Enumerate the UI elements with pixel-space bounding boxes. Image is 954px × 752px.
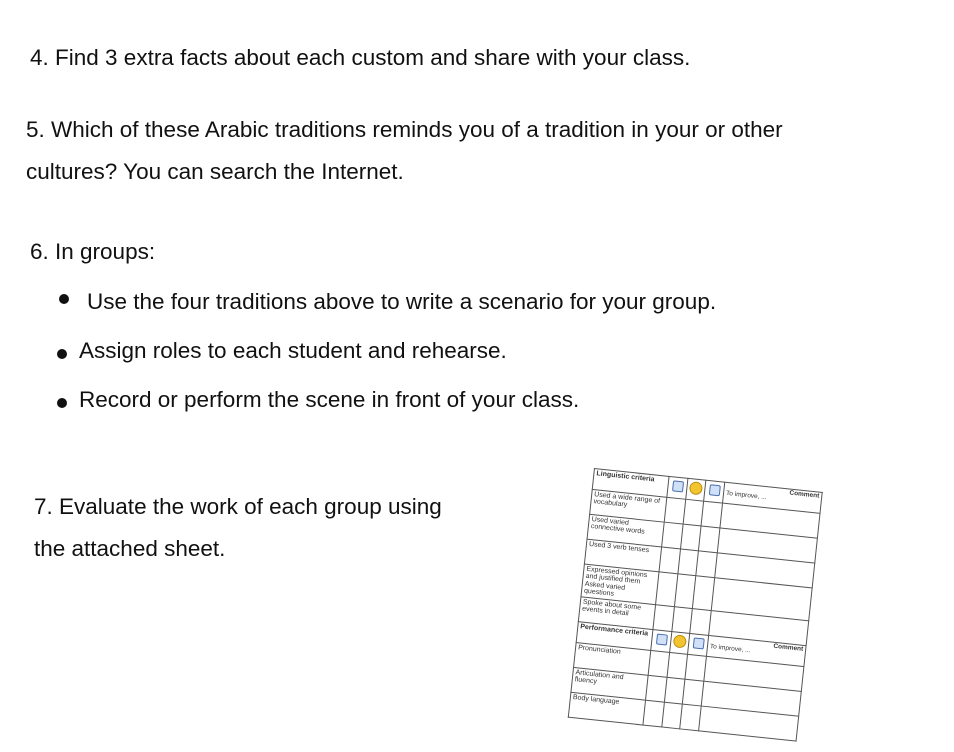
question-5-line-2: cultures? You can search the Internet. — [26, 159, 404, 184]
neutral-face-icon — [689, 481, 703, 495]
comment-header: Comment — [789, 489, 820, 500]
bullet-dot — [59, 294, 69, 304]
comment-subheader: To improve, ... — [725, 489, 768, 502]
question-4: 4. Find 3 extra facts about each custom and share with your class. — [30, 45, 691, 70]
neutral-face-icon — [673, 634, 687, 648]
question-6-bullet-2: Assign roles to each student and rehearse. — [79, 338, 507, 363]
comment-header: Comment — [773, 642, 804, 653]
question-7-line-2: the attached sheet. — [34, 536, 226, 561]
comment-subheader: To improve, ... — [709, 642, 751, 655]
bullet-dot — [57, 349, 67, 359]
thumbs-down-icon — [692, 637, 704, 649]
thumbs-up-icon — [655, 633, 667, 645]
criteria-row: Used a wide range of vocabulary — [590, 489, 667, 522]
criteria-row: Used 3 verb tenses — [584, 539, 661, 572]
question-6-title: 6. In groups: — [30, 239, 156, 264]
criteria-row: Pronunciation — [574, 643, 651, 676]
criteria-row: Used varied connective words — [587, 514, 664, 547]
thumbs-down-icon — [708, 484, 720, 496]
evaluation-sheet-image — [566, 462, 836, 752]
question-7-line-1: 7. Evaluate the work of each group using — [34, 494, 442, 519]
bullet-dot — [57, 398, 67, 408]
linguistic-criteria-table — [568, 468, 823, 742]
criteria-row: Expressed opinions and justified them Asked varied questions — [581, 564, 659, 605]
evaluation-sheet — [566, 468, 823, 752]
performance-criteria-header: Performance criteria — [576, 622, 653, 651]
criteria-row: Spoke about some events in detail — [578, 597, 655, 630]
linguistic-criteria-header: Linguistic criteria — [592, 469, 669, 498]
thumbs-up-icon — [672, 480, 684, 492]
question-6-bullet-1: Use the four traditions above to write a scenario for your group. — [87, 289, 717, 314]
question-6-bullet-3: Record or perform the scene in front of your class. — [79, 387, 580, 412]
criteria-row: Articulation and fluency — [571, 667, 648, 700]
criteria-row: Body language — [568, 692, 645, 725]
question-5-line-1: 5. Which of these Arabic traditions reminds you of a tradition in your or other — [26, 117, 783, 142]
